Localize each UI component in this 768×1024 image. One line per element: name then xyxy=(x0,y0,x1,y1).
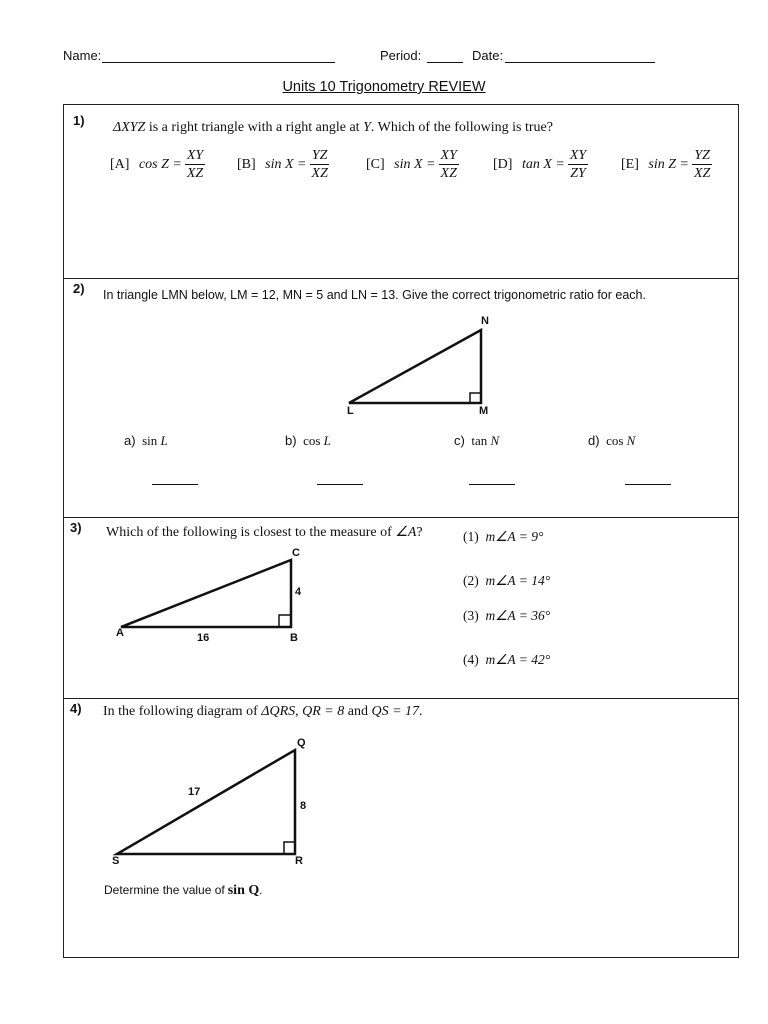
q2-part-d-label: d) xyxy=(588,433,600,448)
q2-part-b-fn: cos xyxy=(303,433,321,448)
question-4-number: 4) xyxy=(70,701,82,716)
q3-choice-1[interactable] xyxy=(463,529,543,545)
q4-determine-expr: sin Q xyxy=(227,883,260,898)
q2-part-a-fn: sin xyxy=(142,433,158,448)
side-qr-label: 8 xyxy=(300,800,307,812)
q2-part-c-fn: tan xyxy=(471,433,488,448)
q2-part-b-arg: L xyxy=(323,433,331,448)
q1-option-a-tag: [A] xyxy=(110,156,130,172)
question-4-prompt: In the following diagram of ΔQRS, QR = 8 and QS = 17. xyxy=(103,704,423,719)
q1-option-d-tag: [D] xyxy=(493,156,513,172)
q3-choice-3[interactable] xyxy=(463,608,550,624)
q2-part-d-fn: cos xyxy=(606,433,624,448)
triangle-qrs xyxy=(117,750,295,854)
date-label: Date: xyxy=(472,48,504,63)
question-3-number: 3) xyxy=(70,520,82,535)
q3-choice-1-expr: m∠A = 9° xyxy=(485,529,544,544)
q2-part-a-label: a) xyxy=(124,433,136,448)
q1-prompt-text: is a right triangle with a right angle at xyxy=(148,120,360,135)
q1-option-e-den: XZ xyxy=(693,166,711,181)
right-angle-mark-b xyxy=(279,615,291,627)
q1-option-b-lhs: sin X = xyxy=(265,156,307,172)
q3-choice-2-expr: m∠A = 14° xyxy=(485,573,551,588)
q2-part-c xyxy=(454,433,499,449)
q3-choice-3-expr: m∠A = 36° xyxy=(485,608,551,623)
q4-determine xyxy=(104,883,262,899)
q2-part-d xyxy=(588,433,635,449)
vertex-q: Q xyxy=(297,737,306,749)
q3-choice-4[interactable] xyxy=(463,652,550,668)
q4-prompt-triangle: ΔQRS xyxy=(261,704,296,719)
q1-option-c-num: XY xyxy=(440,148,457,163)
question-2-prompt: In triangle LMN below, LM = 12, MN = 5 and LN = 13. Give the correct trigonometric ratio for each. xyxy=(103,288,646,302)
q2-part-c-arg: N xyxy=(490,433,500,448)
name-label: Name: xyxy=(63,48,102,63)
q2-answer-d-blank[interactable] xyxy=(625,484,671,485)
q1-option-c-den: XZ xyxy=(440,166,457,181)
question-1-number: 1) xyxy=(73,113,85,128)
q2-part-b xyxy=(285,433,331,449)
q1-option-b-den: XZ xyxy=(311,166,328,181)
q1-option-a-num: XY xyxy=(186,148,204,163)
triangle-lmn xyxy=(349,330,481,403)
right-angle-mark-m xyxy=(470,393,481,403)
q2-answer-b-blank[interactable] xyxy=(317,484,363,485)
q1-option-a-den: XZ xyxy=(186,166,204,181)
q1-triangle: ΔXYZ xyxy=(113,120,146,135)
vertex-n: N xyxy=(481,315,489,327)
q2-part-b-label: b) xyxy=(285,433,297,448)
question-2-number: 2) xyxy=(73,281,85,296)
vertex-l: L xyxy=(347,405,354,417)
q2-answer-a-blank[interactable] xyxy=(152,484,198,485)
vertex-m: M xyxy=(479,405,489,417)
q3-choice-2[interactable] xyxy=(463,573,550,589)
q4-determine-text: Determine the value of xyxy=(104,883,225,897)
q1-option-e-num: YZ xyxy=(694,148,710,163)
q1-option-e-lhs: sin Z = xyxy=(648,156,689,172)
q1-option-b-tag: [B] xyxy=(237,156,256,172)
q1-option-e-tag: [E] xyxy=(621,156,639,172)
q1-vertex: Y xyxy=(363,120,371,135)
q3-choice-1-num: (1) xyxy=(463,529,479,544)
q4-prompt-qs: QS = 17 xyxy=(371,704,420,719)
side-ab-label: 16 xyxy=(197,632,210,644)
q2-part-d-arg: N xyxy=(626,433,636,448)
question-3-prompt xyxy=(106,524,423,541)
vertex-a: A xyxy=(116,627,124,639)
q3-choice-3-num: (3) xyxy=(463,608,479,623)
period-label: Period: xyxy=(380,48,422,63)
q1-option-d-lhs: tan X = xyxy=(521,156,565,172)
q2-part-a-arg: L xyxy=(160,433,168,448)
q4-determine-end: . xyxy=(259,883,263,897)
side-qs-label: 17 xyxy=(188,786,201,798)
q1-option-c-lhs: sin X = xyxy=(394,156,436,172)
q3-choice-4-expr: m∠A = 42° xyxy=(485,652,551,667)
q3-prompt-end: ? xyxy=(416,525,423,540)
triangle-abc xyxy=(121,560,291,627)
q2-part-a xyxy=(124,433,168,449)
q3-prompt-text: Which of the following is closest to the measure of xyxy=(106,525,392,540)
vertex-c: C xyxy=(292,547,300,559)
q3-choice-2-num: (2) xyxy=(463,573,479,588)
q2-part-c-label: c) xyxy=(454,433,465,448)
q1-option-d-num: XY xyxy=(569,148,587,163)
side-bc-label: 4 xyxy=(295,586,302,598)
right-angle-mark-r xyxy=(284,842,295,854)
q4-prompt-qr: QR = 8 xyxy=(302,704,345,719)
q4-prompt-and: and xyxy=(347,704,368,719)
q1-option-b-num: YZ xyxy=(311,148,328,163)
q4-prompt-start: In the following diagram of xyxy=(103,704,258,719)
vertex-b: B xyxy=(290,632,298,644)
q2-answer-c-blank[interactable] xyxy=(469,484,515,485)
q1-option-c-tag: [C] xyxy=(366,156,385,172)
vertex-s: S xyxy=(112,855,120,867)
vertex-r: R xyxy=(295,855,303,867)
page-title: Units 10 Trigonometry REVIEW xyxy=(282,79,486,95)
q1-option-d-den: ZY xyxy=(570,166,586,181)
q1-option-a-lhs: cos Z = xyxy=(138,156,182,172)
q1-prompt-end: . Which of the following is true? xyxy=(370,120,553,135)
q3-choice-4-num: (4) xyxy=(463,652,479,667)
q3-prompt-angle: ∠A xyxy=(395,525,417,540)
